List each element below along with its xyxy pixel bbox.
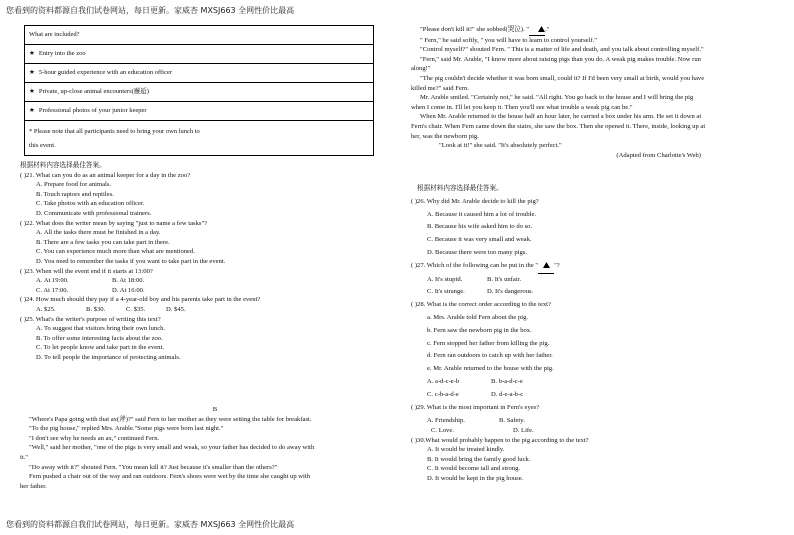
passage-line: "Well," said her mother, "one of the pigs is very small and weak, so your father has decided to do away with (29, 444, 315, 452)
option: D. It would be kept in the pig house. (427, 474, 524, 482)
source-note: (Adapted from Charlotte's Web) (616, 151, 701, 159)
passage-line: When Mr. Arable returned to the house half an hour later, he carried a box under his arm. He set it down at (420, 113, 702, 121)
option: A. Prepare food for animals. (36, 181, 112, 189)
passage-line: killed me?" said Fern. (411, 84, 469, 92)
passage-continued (411, 25, 789, 160)
box-item: ★ Professional photos of your junior keeper (25, 102, 373, 121)
passage-line: "Fern," said Mr. Arable, "I know more about raising pigs than you do. A weak pig makes trouble. Now run (420, 55, 701, 63)
question-23: ( )23. When will the event end if it starts at 13:00? (20, 267, 153, 275)
star-icon: ★ (29, 106, 35, 114)
option: C. Take photos with an education officer. (36, 200, 145, 208)
box-item: ★ Private, up-close animal encounters(邂逅) (25, 83, 373, 102)
instruction: 根据材料内容选择最佳答案。 (20, 162, 106, 169)
options-row: C. It's strange. D. It's dangerous. (427, 288, 534, 296)
passage-line: "Please don't kill it!" she sobbed(哭泣). " ." (411, 25, 789, 36)
left-questions (20, 161, 400, 362)
question-28: ( )28. What is the correct order according to the text? (411, 301, 551, 309)
question-22: ( )22. What does the writer mean by saying "just to name a few tasks"? (20, 219, 208, 227)
passage-line: " Fern," he said softly, " you will have to learn to control yourself." (420, 36, 597, 44)
question-29: ( )29. What is the most important in Fern's eyes? (411, 403, 540, 411)
option: B. Because his wife asked him to do so. (427, 223, 533, 231)
option: A. It would be treated kindly. (427, 446, 505, 454)
options-row: A. At 19:00. B. At 18:00. (36, 277, 145, 285)
option: b. Fern saw the newborn pig in the box. (427, 326, 532, 334)
passage-line: "The pig couldn't decide whether it was born small, could it? If I'd been very small at birth, would you have (420, 74, 705, 82)
option: D. To tell people the importance of protecting animals. (36, 353, 181, 361)
question-26: ( )26. Why did Mr. Arable decide to kill the pig? (411, 197, 539, 205)
option: D. Because there were too many pigs. (427, 248, 527, 256)
passage-line: "I don't see why he needs an ax," continued Fern. (29, 434, 160, 442)
box-title: What are included? (25, 26, 373, 45)
option: D. Communicate with professional trainers. (36, 209, 152, 217)
passage-line: along!" (411, 65, 431, 73)
option: C. To let people know and take part in the event. (36, 344, 164, 352)
passage-line: it." (20, 453, 29, 461)
option: e. Mr. Arable returned to the house with the pig. (427, 365, 554, 373)
option: C. It would become tall and strong. (427, 465, 521, 473)
option: D. You need to remember the tasks if you want to take part in the event. (36, 257, 226, 265)
included-box (24, 25, 374, 156)
options-row: C. Love. D. Life. (431, 426, 534, 434)
option: a. Mrs. Arable told Fern about the pig. (427, 313, 529, 321)
page-footer: 您看到的资料都源自我们试卷网站，每日更新。家威杏 MXSJ663 全网性价比最高 (6, 520, 295, 529)
option: d. Fern ran outdoors to catch up with her father. (427, 352, 553, 360)
option: B. It would bring the family good luck. (427, 455, 531, 463)
passage-b (20, 405, 410, 491)
options-row: A. Friendship. B. Safety. (427, 417, 525, 425)
star-icon: ★ (29, 49, 35, 57)
star-icon: ★ (29, 87, 35, 95)
section-heading: B (212, 406, 218, 413)
box-item: ★ 5-hour guided experience with an education officer (25, 64, 373, 83)
option: C. Because it was very small and weak. (427, 236, 532, 244)
box-item: ★ Entry into the zoo (25, 45, 373, 64)
passage-line: Mr. Arable smiled. "Certainly not," he said. "All right. You go back to the house and I will bring the pig (420, 94, 694, 102)
passage-line: her father. (20, 482, 47, 490)
option: B. There are a few tasks you can take part in there. (36, 238, 170, 246)
passage-line: "Where's Papa going with that ax(斧)?" said Fern to her mother as they were setting the table for breakfast. (29, 415, 312, 423)
option: B. To offer some interesting facts about the zoo. (36, 334, 163, 342)
question-27: ( )27. Which of the following can be put in the " "? (411, 260, 789, 274)
passage-line: her, was the newborn pig. (411, 132, 479, 140)
passage-line: "Do away with it?" shouted Fern. "You mean kill it? Just because it's smaller than the others?" (29, 463, 278, 471)
passage-line: "Look at it!" she said. "It's absolutely perfect." (439, 142, 562, 150)
passage-line: "Control myself?" shouted Fern. " This is a matter of life and death, and you talk about controlling myself." (420, 46, 704, 54)
options-row: A. a-d-c-e-b B. b-a-d-c-e (427, 377, 523, 385)
options-row: A. $25. B. $30. C. $35. D. $45. (36, 305, 186, 313)
box-notice: * Please note that all participants need to bring your own lunch to this event. (29, 128, 200, 149)
option: A. Because it caused him a lot of trouble. (427, 210, 537, 218)
option: c. Fern stopped her father from killing the pig. (427, 339, 550, 347)
passage-line: "To the pig house," replied Mrs. Arable."Some pigs were born last night." (29, 425, 224, 433)
option: A. All the tasks there must be finished in a day. (36, 229, 161, 237)
question-24: ( )24. How much should they pay if a 4-year-old boy and his parents take part in the event? (20, 296, 261, 304)
options-row: C. At 17:00. D. At 16:00. (36, 286, 145, 294)
right-questions (411, 183, 789, 484)
question-21: ( )21. What can you do as an animal keeper for a day in the zoo? (20, 171, 191, 179)
blank-triangle-icon (529, 25, 545, 36)
question-30: ( )30.What would probably happen to the pig according to the text? (411, 436, 589, 444)
instruction: 根据材料内容选择最佳答案。 (417, 185, 503, 192)
star-icon: ★ (29, 68, 35, 76)
blank-triangle-icon (538, 260, 554, 274)
question-25: ( )25. What's the writer's purpose of writing this text? (20, 315, 161, 323)
passage-line: Fern's chair. When Fern came down the stairs, she saw the box. Then she opened it. There, inside, looking up at (411, 122, 706, 130)
option: B. Touch raptors and reptiles. (36, 190, 114, 198)
option: A. To suggest that visitors bring their own lunch. (36, 325, 166, 333)
passage-line: Fern pushed a chair out of the way and ran outdoors. Fern's shoes were wet by the time she caught up with (29, 473, 310, 481)
options-row: C. c-b-a-d-e D. d-e-a-b-c (427, 390, 524, 398)
options-row: A. It's stupid. B. It's unfair. (427, 275, 522, 283)
page-header: 您看到的资料都源自我们试卷网站，每日更新。家威杏 MXSJ663 全网性价比最高 (6, 6, 295, 15)
passage-line: when I come in. I'll let you keep it. Then you'll see what trouble a weak pig can be." (411, 103, 633, 111)
option: C. You can experience much more than what are mentioned. (36, 248, 195, 256)
